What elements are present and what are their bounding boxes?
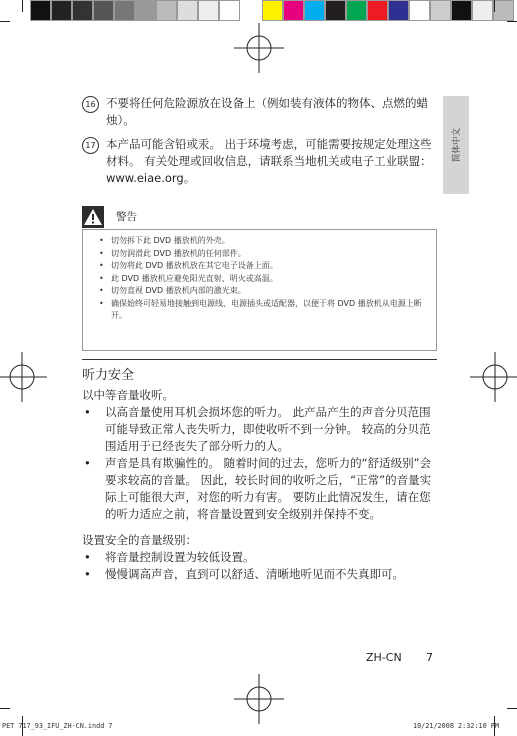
color-swatch [388, 0, 409, 21]
warning-item: • 切勿将此 DVD 播放机放在其它电子设备上面。 [99, 260, 428, 273]
color-swatch [367, 0, 388, 21]
footer-language: ZH-CN [366, 651, 402, 664]
color-swatch [409, 0, 430, 21]
color-swatch [493, 0, 514, 21]
safety-item-text: 不要将任何危险源放在设备上（例如装有液体的物体、点燃的蜡烛）。 [106, 96, 428, 127]
volume-bullet-text: 将音量控制设置为较低设置。 [105, 550, 255, 564]
color-swatch [156, 0, 177, 21]
volume-bullet [82, 549, 437, 566]
color-swatch [51, 0, 72, 21]
color-swatch [304, 0, 325, 21]
warning-item: • 切勿拆下此 DVD 播放机的外壳。 [99, 235, 428, 248]
color-swatch [198, 0, 219, 21]
warning-box [82, 229, 437, 351]
warning-item: • 切勿直视 DVD 播放机内部的激光束。 [99, 285, 428, 298]
color-swatch [93, 0, 114, 21]
color-swatch [72, 0, 93, 21]
bullet-dot: • [84, 567, 91, 581]
hearing-bullet-text: 声音是具有欺骗性的。 随着时间的过去，您听力的“舒适级别”会要求较高的音量。 因此，较长时间的收听之后，“正常”的音量实际上可能很大声，对您的听力有害。 要防止此情况发生，请在您的听力适应之前，将音量设置到安全级别并保持不变。 [105, 456, 432, 521]
bullet-dot: • [84, 405, 91, 419]
section-title: 听力安全 [82, 368, 135, 383]
color-swatch [430, 0, 451, 21]
crop-mark [0, 708, 10, 709]
color-swatch [346, 0, 367, 21]
hearing-bullet-text: 以高音量使用耳机会损坏您的听力。 此产品产生的声音分贝范围可能导致正常人丧失听力，即使收听不到一分钟。 较高的分贝范围适用于已经丧失了部分听力的人。 [105, 405, 431, 453]
crop-mark [507, 21, 517, 22]
warning-list [83, 230, 436, 323]
color-swatch [472, 0, 493, 21]
bullet-dot: • [84, 550, 91, 564]
hearing-bullet [82, 404, 437, 455]
language-side-tab-label: 简体中文 [452, 127, 462, 163]
registration-mark-right [470, 352, 517, 402]
grayscale-bar [30, 0, 240, 21]
color-swatch [177, 0, 198, 21]
color-swatch [283, 0, 304, 21]
color-swatch [114, 0, 135, 21]
hearing-subhead: 设置安全的音量级别： [82, 533, 197, 547]
warning-triangle-icon [82, 206, 104, 228]
safety-item-17 [82, 136, 437, 187]
bullet-dot: • [84, 456, 91, 470]
slug-timestamp: 10/21/2008 2:32:10 PM [413, 722, 499, 730]
crop-mark [494, 0, 495, 12]
page-number: 7 [426, 651, 433, 664]
crop-mark [22, 0, 23, 12]
registration-mark-top [234, 23, 284, 73]
safety-item-text: 本产品可能含铅或汞。 出于环境考虑，可能需要按规定处理这些材料。 有关处理或回收信息，请联系当地机关或电子工业联盟：www.eiae.org。 [106, 137, 432, 185]
slug-filename: PET 717_93_IFU_ZH-CN.indd 7 [2, 722, 113, 730]
registration-mark-bottom [234, 674, 284, 724]
warning-item: • 确保始终可轻易地接触到电源线、电源插头或适配器，以便于将 DVD 播放机从电源上断开。 [99, 298, 428, 323]
registration-mark-left [0, 352, 47, 402]
warning-item: • 此 DVD 播放机应避免阳光直射、明火或高温。 [99, 273, 428, 286]
crop-mark [0, 21, 10, 22]
item-number-badge: 17 [82, 137, 99, 154]
color-swatch [30, 0, 51, 21]
hearing-intro: 以中等音量收听。 [82, 388, 174, 402]
warning-item: • 切勿润滑此 DVD 播放机的任何部件。 [99, 248, 428, 261]
color-swatch [135, 0, 156, 21]
safety-item-16 [82, 95, 437, 129]
warning-title: 警告 [116, 211, 137, 223]
volume-bullet-text: 慢慢调高声音，直到可以舒适、清晰地听见而不失真即可。 [105, 567, 404, 581]
color-swatch [451, 0, 472, 21]
crop-mark [507, 708, 517, 709]
section-divider [82, 359, 437, 360]
color-swatch [262, 0, 283, 21]
color-swatch [325, 0, 346, 21]
color-bar [262, 0, 514, 21]
color-swatch [219, 0, 240, 21]
volume-bullet [82, 566, 437, 583]
item-number-badge: 16 [82, 96, 99, 113]
warning-header [82, 206, 437, 228]
hearing-bullet [82, 455, 437, 523]
language-side-tab [443, 96, 469, 194]
